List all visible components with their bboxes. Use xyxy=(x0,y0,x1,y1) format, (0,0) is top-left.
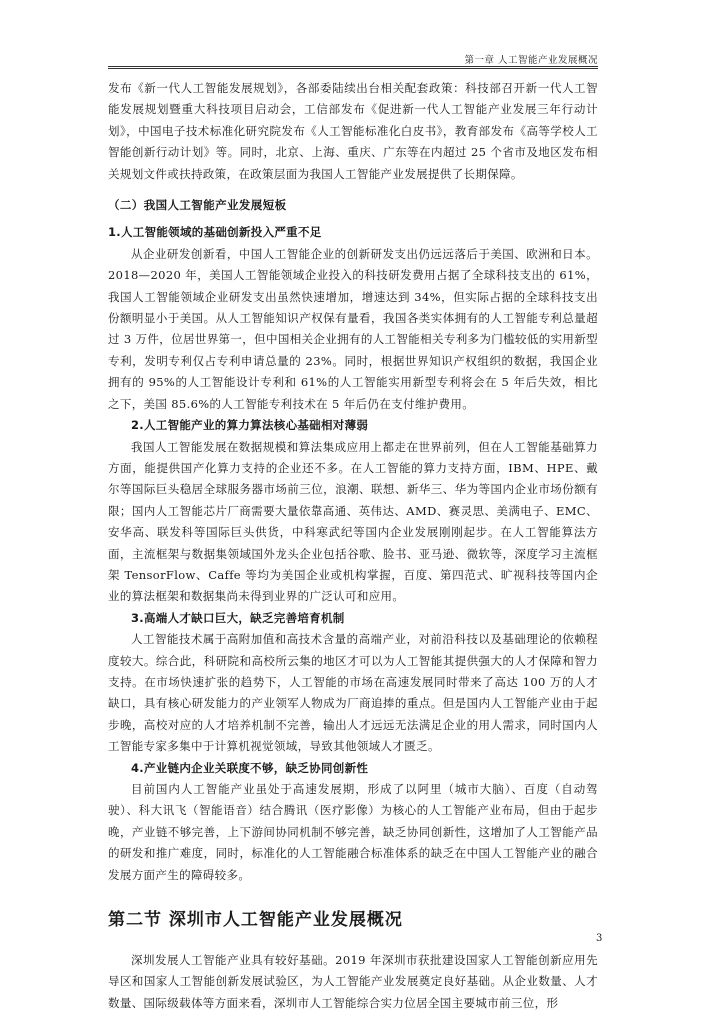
shenzhen-paragraph: 深圳发展人工智能产业具有较好基础。2019 年深圳市获批建设国家人工智能创新应用先导区和国家人工智能创新发展试验区，为人工智能产业发展奠定良好基础。从企业数量、人才数量、国际级载体等方面来看，深圳市人工智能综合实力位居全国主要城市前三位，形 xyxy=(108,953,598,1010)
item-2-title: 2.人工智能产业的算力算法核心基础相对薄弱 xyxy=(131,418,369,433)
page-content xyxy=(108,78,598,1014)
item-3-title: 3.高端人才缺口巨大，缺乏完善培育机制 xyxy=(131,610,345,625)
item-4-title: 4.产业链内企业关联度不够，缺乏协同创新性 xyxy=(131,760,369,775)
item-1-title: 1.人工智能领域的基础创新投入严重不足 xyxy=(108,225,322,240)
page-number: 3 xyxy=(596,933,603,944)
item-4-body: 目前国内人工智能产业虽处于高速发展期，形成了以阿里（城市大脑）、百度（自动驾驶）、科大讯飞（智能语音）结合腾讯（医疗影像）为核心的人工智能产业布局，但由于起步晚，产业链不够完善，上下游间协同机制不够完善，缺乏协同创新性，这增加了人工智能产品的研发和推广难度，同时，标准化的人工智能融合标准体系的缺乏在中国人工智能产业的融合发展方面产生的障碍较多。 xyxy=(108,782,598,882)
intro-paragraph: 发布《新一代人工智能发展规划》，各部委陆续出台相关配套政策：科技部召开新一代人工智能发展规划暨重大科技项目启动会，工信部发布《促进新一代人工智能产业发展三年行动计划》，中国电子技术标准化研究院发布《人工智能标准化白皮书》，教育部发布《高等学校人工智能创新行动计划》等。同时，北京、上海、重庆、广东等在内超过 25 个省市及地区发布相关规划文件或扶持政策，在政策层面为我国人工智能产业发展提供了长期保障。 xyxy=(108,81,598,181)
item-3-body: 人工智能技术属于高附加值和高技术含量的高端产业，对前沿科技以及基础理论的依赖程度较大。综合此，科研院和高校所云集的地区才可以为人工智能其提供强大的人才保障和智力支持。在市场快速扩张的趋势下，人工智能的市场在高速发展同时带来了高达 100 万的人才缺口，具有核心研发能力的产业领军人物成为厂商追捧的重点。但是国内人工智能产业由于起步晚，高校对应的人才培养机制不完善，输出人才远远无法满足企业的用人需求，同时国内人工智能专家多集中于计算机视觉领域，导致其他领域人才匮乏。 xyxy=(108,632,598,754)
item-2-body: 我国人工智能发展在数据规模和算法集成应用上都走在世界前列，但在人工智能基础算力方面，能提供国产化算力支持的企业还不多。在人工智能的算力支持方面，IBM、HPE、戴尔等国际巨头稳居全球服务器市场前三位，浪潮、联想、新华三、华为等国内企业市场份额有限；国内人工智能芯片厂商需要大量依靠高通、英伟达、AMD、赛灵思、美满电子、EMC、安华高、联发科等国际巨头供货，中科寒武纪等国内企业发展刚刚起步。在人工智能算法方面，主流框架与数据集领域国外龙头企业包括谷歌、脸书、亚马逊、微软等，深度学习主流框架 TensorFlow、Caffe 等均为美国企业或机构掌握，百度、第四范式、旷视科技等国内企业的算法框架和数据集尚未得到业界的广泛认可和应用。 xyxy=(108,439,598,604)
section-heading-shenzhen: 第二节 深圳市人工智能产业发展概况 xyxy=(108,910,403,931)
running-header: 第一章 人工智能产业发展概况 xyxy=(464,55,598,66)
header-rule-thin xyxy=(108,68,598,69)
header-rule xyxy=(108,66,598,67)
section-heading-shortcomings: （二）我国人工智能产业发展短板 xyxy=(108,198,287,213)
item-1-body: 从企业研发创新看，中国人工智能企业的创新研发支出仍远远落后于美国、欧洲和日本。2018—2020 年，美国人工智能领域企业投入的科技研发费用占据了全球科技支出的 61%，我国人工智能领域企业研发支出虽然快速增加，增速达到 34%，但实际占据的全球科技支出份额明显小于美国。从人工智能知识产权保有量看，我国各类实体拥有的人工智能专利总量超过 3 万件，位居世界第一，但中国相关企业拥有的人工智能相关专利多为门槛较低的实用新型专利，发明专利仅占专利申请总量的 23%。同时，根据世界知识产权组织的数据，我国企业拥有的 95%的人工智能设计专利和 61%的人工智能实用新型专利将会在 5 年后失效，相比之下，美国 85.6%的人工智能专利技术在 5 年后仍在支付维护费用。 xyxy=(108,246,598,411)
